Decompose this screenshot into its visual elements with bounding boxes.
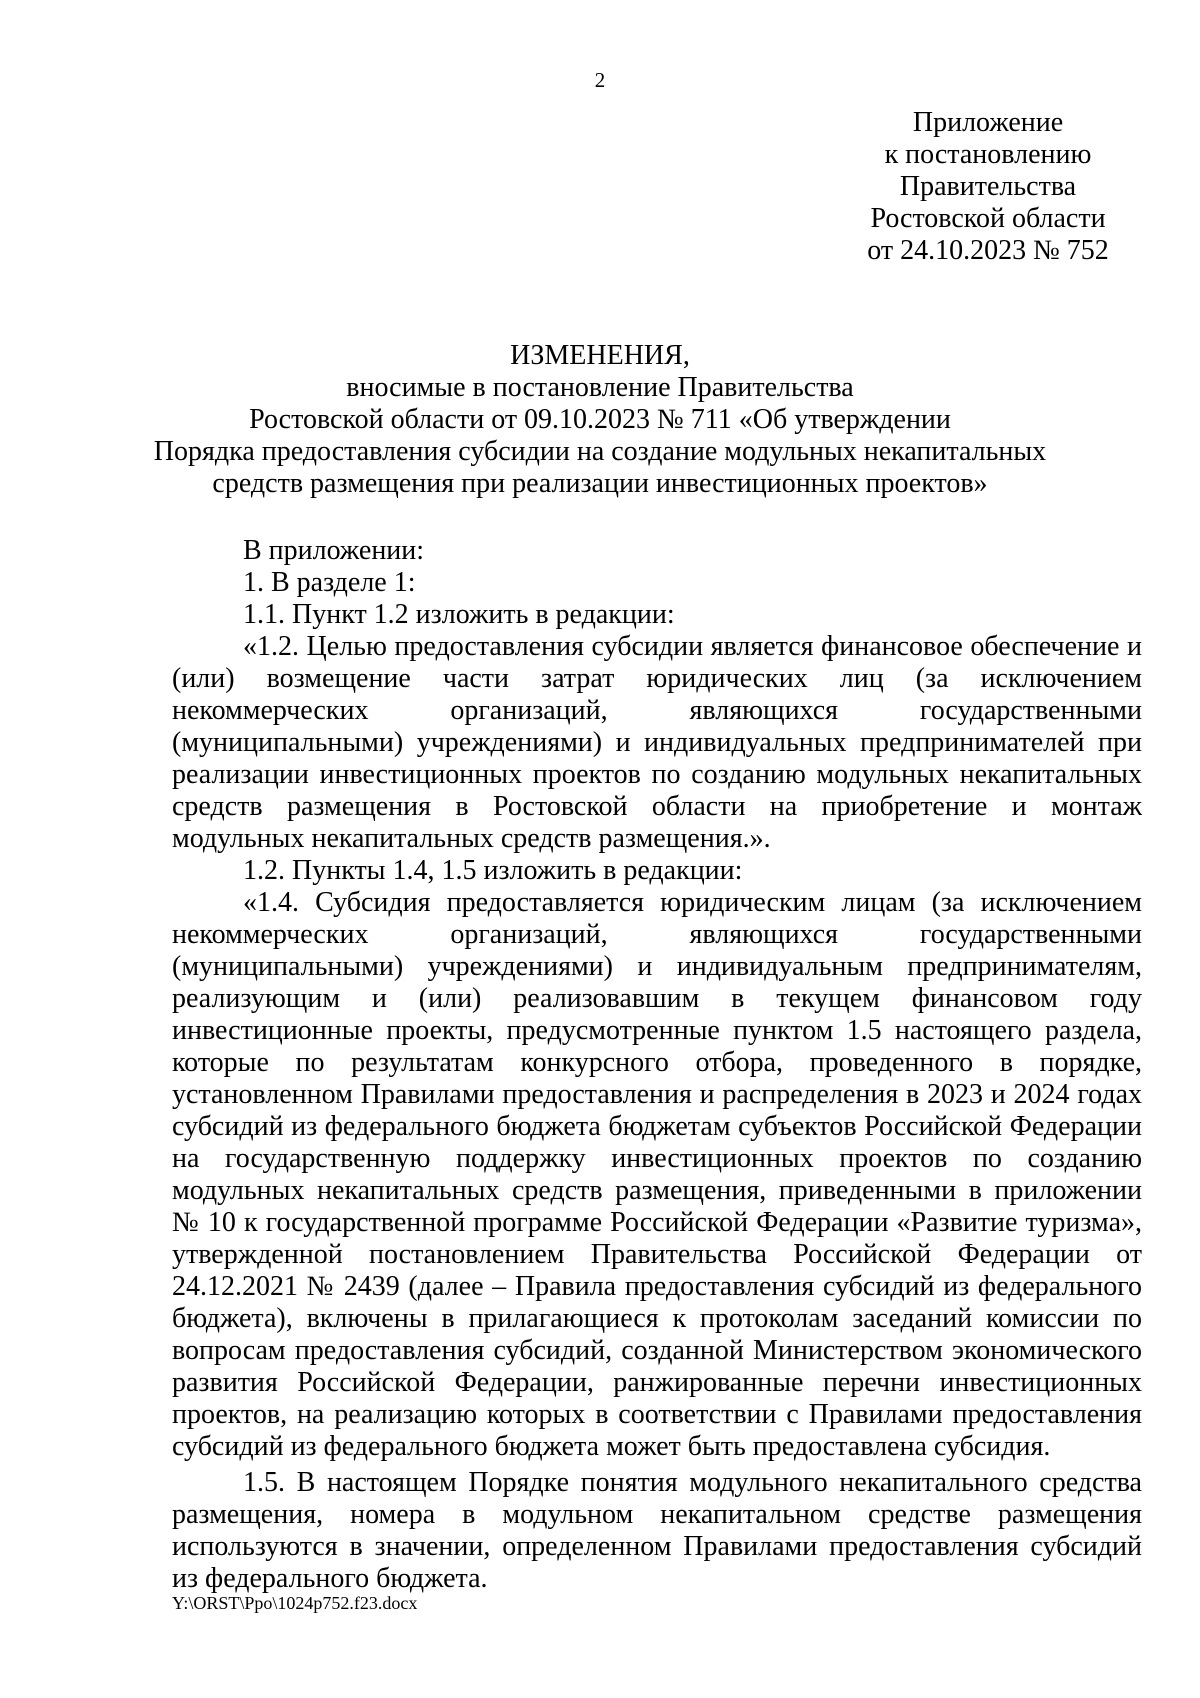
paragraph: В приложении: bbox=[243, 535, 425, 566]
appendix-line: Ростовской области bbox=[870, 203, 1106, 234]
paragraph: 1.5. В настоящем Порядке понятия модульного некапитального средства размещения, номера в модульном некапитальном средстве размещения используются в значении, определенном Правилами предоставления субсидий из федерального бюджета. bbox=[172, 1467, 1142, 1594]
appendix-line: Приложение bbox=[912, 107, 1064, 138]
page-number: 2 bbox=[594, 68, 606, 92]
appendix-line: Правительства bbox=[899, 171, 1077, 202]
paragraph: 1.1. Пункт 1.2 изложить в редакции: bbox=[243, 599, 675, 630]
paragraph: 1. В разделе 1: bbox=[243, 567, 416, 598]
paragraph: «1.4. Субсидия предоставляется юридическим лицам (за исключением некоммерческих организаций, являющихся государственными (муниципальными) учреждениями) и индивидуальным предпринимателям, реализующим и (или) реализовавшим в текущем финансовом году инвестиционные проекты, предусмотренные пунктом 1.5 настоящего раздела, которые по результатам конкурсного отбора, проведенного в порядке, установленном Правилами предоставления и распределения в 2023 и 2024 годах субсидий из федерального бюджета бюджетам субъектов Российской Федерации на государственную поддержку инвестиционных проектов по созданию модульных некапитальных средств размещения, приведенными в приложении № 10 к государственной программе Российской Федерации «Развитие туризма», утвержденной постановлением Правительства Российской Федерации от 24.12.2021 № 2439 (далее – Правила предоставления субсидий из федерального бюджета), включены в прилагающиеся к протоколам заседаний комиссии по вопросам предоставления субсидий, созданной Министерством экономического развития Российской Федерации, ранжированные перечни инвестиционных проектов, на реализацию которых в соответствии с Правилами предоставления субсидий из федерального бюджета может быть предоставлена субсидия. bbox=[172, 887, 1142, 1462]
paragraph: 1.2. Пункты 1.4, 1.5 изложить в редакции: bbox=[243, 855, 743, 886]
title-line: Порядка предоставления субсидии на создание модульных некапитальных bbox=[153, 436, 1047, 467]
appendix-line: к постановлению bbox=[884, 139, 1092, 170]
paragraph: «1.2. Целью предоставления субсидии является финансовое обеспечение и (или) возмещение части затрат юридических лиц (за исключением некоммерческих организаций, являющихся государственными (муниципальными) учреждениями) и индивидуальных предпринимателей при реализации инвестиционных проектов по созданию модульных некапитальных средств размещения в Ростовской области на приобретение и монтаж модульных некапитальных средств размещения.». bbox=[172, 631, 1142, 854]
document-title bbox=[100, 340, 1100, 500]
title-heading: ИЗМЕНЕНИЯ, bbox=[510, 340, 690, 371]
title-line: вносимые в постановление Правительства bbox=[346, 372, 854, 403]
appendix-block bbox=[838, 107, 1138, 267]
file-path-footer: Y:\ORST\Ppo\1024p752.f23.docx bbox=[172, 1593, 418, 1613]
appendix-line: от 24.10.2023 № 752 bbox=[867, 235, 1109, 266]
title-line: средств размещения при реализации инвестиционных проектов» bbox=[212, 468, 988, 499]
document-body bbox=[172, 535, 1142, 1595]
title-line: Ростовской области от 09.10.2023 № 711 «Об утверждении bbox=[249, 404, 951, 435]
